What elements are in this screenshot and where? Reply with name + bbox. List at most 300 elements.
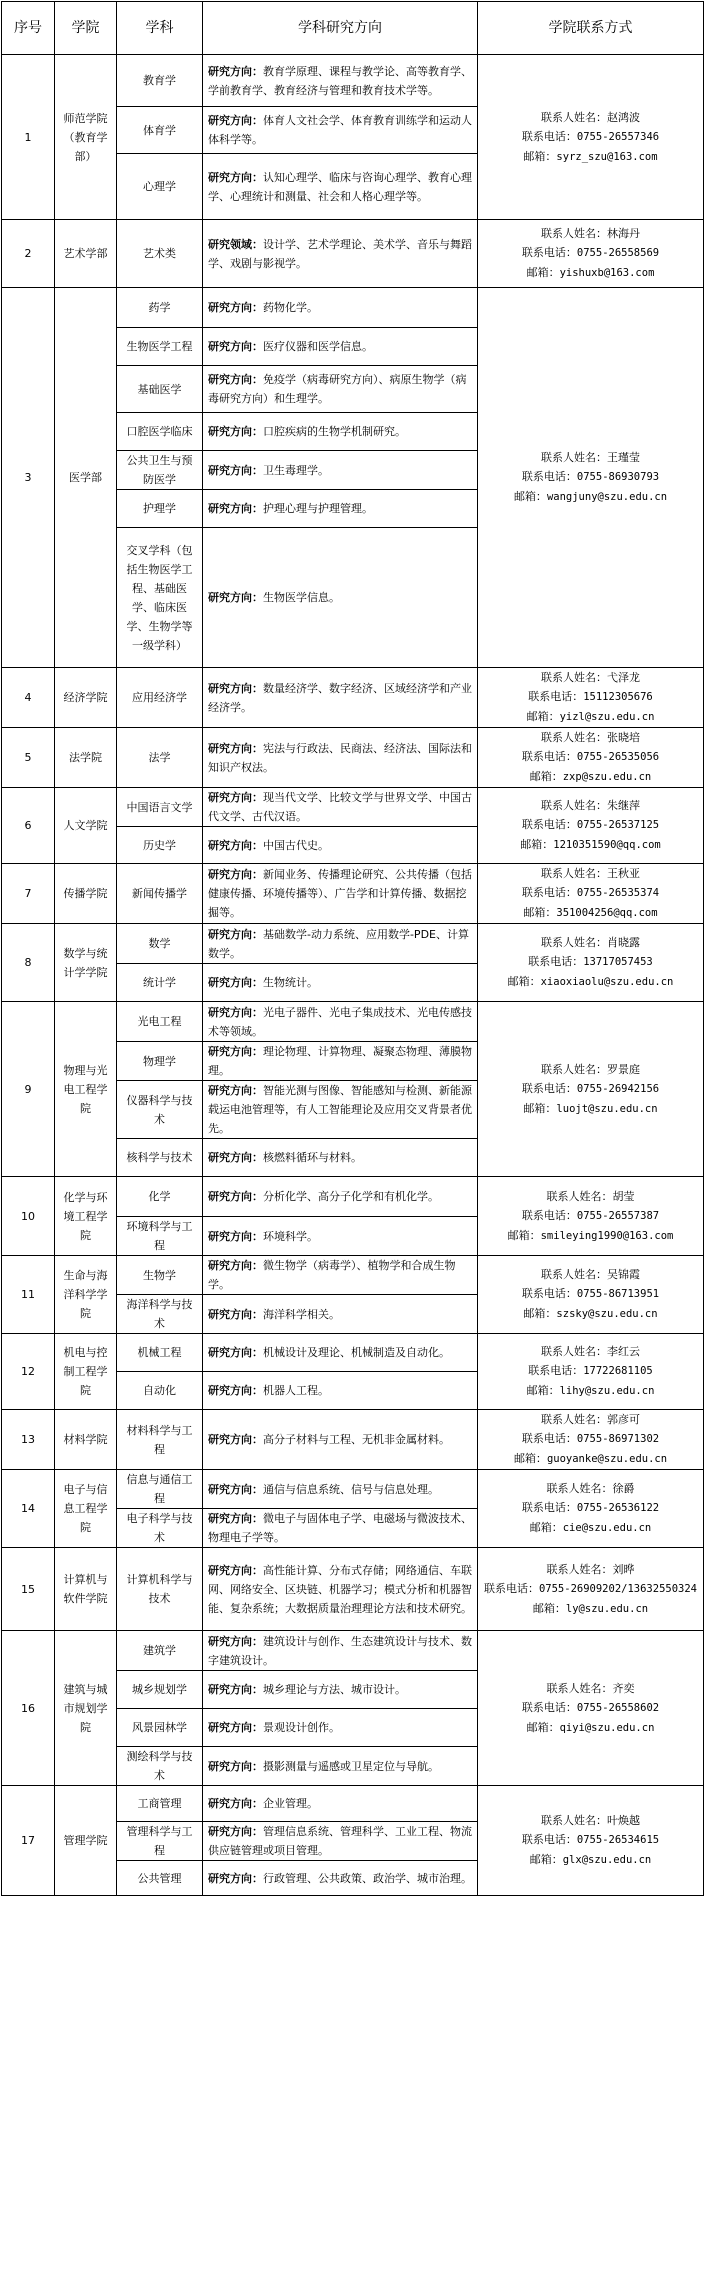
direction-label: 研究方向： — [208, 591, 263, 604]
header-subject: 学科 — [117, 2, 203, 55]
direction-text: 中国古代史。 — [263, 838, 329, 852]
college-name: 物理与光电工程学院 — [55, 1002, 117, 1177]
row-number: 13 — [2, 1410, 55, 1470]
contact-name — [483, 933, 698, 952]
contact-name-value: 林海丹 — [607, 227, 640, 240]
contact-name-value: 郭彦可 — [607, 1413, 640, 1426]
contact-email — [483, 1718, 698, 1738]
contact-email-label: 邮箱： — [507, 975, 541, 988]
subject-name: 机械工程 — [117, 1334, 203, 1372]
contact-name-label: 联系人姓名： — [541, 110, 607, 124]
table-header-row — [2, 2, 704, 55]
direction-label: 研究方向： — [208, 1797, 263, 1810]
contact-phone-label: 联系电话： — [521, 1501, 577, 1514]
contact-email-value: yishuxb@163.com — [559, 267, 655, 279]
contact-phone-label: 联系电话： — [521, 129, 577, 143]
contact-phone-value: 0755-26942156 — [576, 1082, 660, 1095]
direction-label: 研究方向： — [208, 170, 263, 184]
research-direction — [203, 1747, 478, 1786]
contact-name-label: 联系人姓名： — [541, 1268, 607, 1281]
subject-name: 心理学 — [117, 154, 203, 220]
table-row — [2, 668, 704, 728]
direction-label: 研究方向： — [208, 340, 263, 353]
contact-email — [483, 1518, 698, 1538]
contact-name-label: 联系人姓名： — [546, 1681, 613, 1695]
contact-name-value: 叶焕越 — [607, 1814, 640, 1827]
research-direction — [203, 107, 478, 154]
table-row — [2, 1786, 704, 1822]
direction-label: 研究方向： — [208, 1346, 263, 1359]
contact-email-value: glx@szu.edu.cn — [562, 1854, 652, 1866]
contact-email — [483, 1850, 698, 1870]
direction-text: 宪法与行政法、民商法、经济法、国际法和知识产权法。 — [208, 741, 472, 774]
contact-phone-label: 联系电话： — [521, 470, 577, 483]
direction-text: 免疫学（病毒研究方向）、病原生物学（病毒研究方向）和生理学。 — [208, 373, 467, 405]
contact-name-label: 联系人姓名： — [546, 1189, 613, 1203]
college-contact — [478, 1548, 704, 1631]
college-contact — [478, 924, 704, 1002]
research-direction — [203, 1177, 478, 1217]
research-direction — [203, 55, 478, 107]
row-number: 17 — [2, 1786, 55, 1896]
contact-name-value: 王瑾莹 — [607, 451, 640, 464]
research-direction — [203, 1822, 478, 1861]
contact-phone-label: 联系电话： — [521, 1081, 577, 1095]
direction-label: 研究方向： — [208, 64, 263, 78]
row-number: 6 — [2, 788, 55, 864]
direction-text: 景观设计创作。 — [263, 1721, 340, 1734]
direction-label: 研究方向： — [208, 1384, 263, 1397]
contact-email-value: szsky@szu.edu.cn — [556, 1308, 658, 1320]
subject-name: 公共卫生与预防医学 — [117, 451, 203, 490]
contact-phone — [483, 127, 698, 147]
contact-email-label: 邮箱： — [526, 266, 560, 279]
research-direction — [203, 1042, 478, 1081]
direction-text: 生物统计。 — [263, 976, 318, 989]
college-contact — [478, 1334, 704, 1410]
direction-text: 行政管理、公共政策、政治学、城市治理。 — [263, 1871, 472, 1885]
row-number: 4 — [2, 668, 55, 728]
contact-phone — [483, 815, 698, 835]
contact-email-label: 邮箱： — [523, 906, 557, 919]
contact-email-value: ly@szu.edu.cn — [565, 1602, 649, 1615]
row-number: 14 — [2, 1470, 55, 1548]
contact-phone — [483, 243, 698, 263]
contact-email-value: syrz_szu@163.com — [556, 150, 658, 163]
research-direction — [203, 1410, 478, 1470]
research-direction — [203, 1002, 478, 1042]
contact-name-label: 联系人姓名： — [541, 1062, 607, 1076]
contact-name-value: 胡莹 — [612, 1189, 635, 1203]
table-row — [2, 55, 704, 107]
direction-text: 机器人工程。 — [263, 1384, 329, 1397]
contact-email-label: 邮箱： — [526, 710, 560, 723]
subject-name: 核科学与技术 — [117, 1139, 203, 1177]
subject-name: 城乡规划学 — [117, 1671, 203, 1709]
contact-email-value: cie@szu.edu.cn — [562, 1522, 652, 1534]
contact-email — [483, 707, 698, 727]
contact-phone — [483, 883, 698, 903]
contact-email-value: guoyanke@szu.edu.cn — [546, 1453, 668, 1465]
contact-phone-value: 0755-86713951 — [576, 1288, 660, 1300]
contact-phone-label: 联系电话： — [483, 1581, 539, 1595]
contact-name — [483, 1811, 698, 1830]
contact-email — [483, 147, 698, 167]
contact-phone — [483, 1361, 698, 1381]
direction-label: 研究方向： — [208, 1683, 263, 1696]
row-number: 3 — [2, 288, 55, 668]
direction-label: 研究方向： — [208, 1045, 263, 1058]
table-row — [2, 728, 704, 788]
contact-phone-value: 0755-26557346 — [576, 130, 660, 143]
research-direction — [203, 1139, 478, 1177]
contact-name-value: 刘晔 — [612, 1562, 635, 1576]
row-number: 15 — [2, 1548, 55, 1631]
subject-name: 法学 — [117, 728, 203, 788]
contact-phone — [483, 747, 698, 767]
contact-name — [483, 864, 698, 883]
direction-label: 研究方向： — [208, 1084, 263, 1097]
table-row — [2, 1410, 704, 1470]
research-direction — [203, 964, 478, 1002]
contact-email — [483, 1304, 698, 1324]
college-name: 传播学院 — [55, 864, 117, 924]
header-number: 序号 — [2, 2, 55, 55]
direction-text: 企业管理。 — [263, 1797, 318, 1810]
research-direction — [203, 1548, 478, 1631]
subject-name: 教育学 — [117, 55, 203, 107]
contact-phone-value: 0755-26557387 — [576, 1209, 660, 1222]
direction-label: 研究方向： — [208, 1563, 263, 1577]
contact-phone-label: 联系电话： — [521, 750, 577, 763]
contact-name-value: 赵鸿波 — [607, 110, 640, 124]
research-direction — [203, 728, 478, 788]
college-contact — [478, 288, 704, 668]
table-row — [2, 1334, 704, 1372]
subject-name: 交叉学科（包括生物医学工程、基础医学、临床医学、生物学等一级学科） — [117, 528, 203, 668]
college-contact — [478, 728, 704, 788]
contact-name-value: 肖晓露 — [607, 936, 640, 949]
contact-name — [483, 1060, 698, 1079]
subject-name: 历史学 — [117, 827, 203, 864]
table-row — [2, 288, 704, 328]
college-name: 电子与信息工程学院 — [55, 1470, 117, 1548]
row-number: 2 — [2, 220, 55, 288]
research-direction — [203, 827, 478, 864]
contact-name-label: 联系人姓名： — [541, 671, 607, 684]
contact-email-label: 邮箱： — [507, 1228, 541, 1242]
direction-label: 研究方向： — [208, 1512, 263, 1525]
college-contact — [478, 864, 704, 924]
contact-name-label: 联系人姓名： — [541, 451, 607, 464]
direction-label: 研究方向： — [208, 502, 263, 515]
research-direction — [203, 154, 478, 220]
contact-phone — [483, 1579, 698, 1599]
contact-email-label: 邮箱： — [513, 1452, 547, 1465]
contact-email-label: 邮箱： — [529, 1521, 563, 1534]
direction-label: 研究方向： — [208, 868, 263, 881]
direction-label: 研究方向： — [208, 976, 263, 989]
row-number: 10 — [2, 1177, 55, 1256]
contact-email-label: 邮箱： — [523, 1307, 557, 1320]
contact-phone-label: 联系电话： — [521, 1208, 577, 1222]
college-contact — [478, 1470, 704, 1548]
direction-text: 设计学、艺术学理论、美术学、音乐与舞蹈学、戏剧与影视学。 — [208, 237, 472, 270]
contact-phone — [483, 952, 698, 972]
contact-name-label: 联系人姓名： — [541, 1814, 607, 1827]
table-row — [2, 924, 704, 964]
contact-email-value: 1210351590@qq.com — [553, 839, 661, 851]
direction-text: 基础数学-动力系统、应用数学-PDE、计算数学。 — [208, 927, 469, 960]
contact-name — [483, 1410, 698, 1429]
contact-email — [483, 835, 698, 855]
contact-email-value: yizl@szu.edu.cn — [559, 711, 655, 723]
table-row — [2, 1002, 704, 1042]
subject-name: 艺术类 — [117, 220, 203, 288]
college-contact — [478, 1177, 704, 1256]
direction-label: 研究方向： — [208, 791, 263, 804]
contact-name-label: 联系人姓名： — [546, 1562, 613, 1576]
subject-name: 工商管理 — [117, 1786, 203, 1822]
row-number: 12 — [2, 1334, 55, 1410]
contact-name — [483, 448, 698, 467]
research-direction — [203, 668, 478, 728]
direction-label: 研究方向： — [208, 1229, 263, 1243]
direction-label: 研究方向： — [208, 927, 263, 941]
contact-email — [483, 1226, 698, 1246]
table-row — [2, 1631, 704, 1671]
contact-phone-value: 0755-86971302 — [576, 1433, 660, 1445]
college-name: 化学与环境工程学院 — [55, 1177, 117, 1256]
research-direction — [203, 1081, 478, 1139]
header-research-direction: 学科研究方向 — [203, 2, 478, 55]
college-name: 材料学院 — [55, 1410, 117, 1470]
contact-phone — [483, 1079, 698, 1099]
table-row — [2, 788, 704, 827]
table-body — [2, 55, 704, 1896]
direction-label: 研究方向： — [208, 1759, 263, 1773]
contact-email-label: 邮箱： — [520, 838, 554, 851]
row-number: 9 — [2, 1002, 55, 1177]
direction-text: 核燃料循环与材料。 — [263, 1151, 362, 1164]
contact-phone-label: 联系电话： — [521, 1287, 577, 1300]
direction-text: 智能光测与图像、智能感知与检测、新能源载运电池管理等，有人工智能理论及应用交叉背景者优先。 — [208, 1084, 472, 1135]
recruitment-table — [1, 1, 704, 1896]
subject-name: 应用经济学 — [117, 668, 203, 728]
contact-email-label: 邮箱： — [513, 490, 547, 503]
college-name: 机电与控制工程学院 — [55, 1334, 117, 1410]
subject-name: 仪器科学与技术 — [117, 1081, 203, 1139]
direction-label: 研究方向： — [208, 1151, 263, 1164]
college-contact — [478, 668, 704, 728]
contact-email — [483, 767, 698, 787]
subject-name: 新闻传播学 — [117, 864, 203, 924]
contact-phone — [483, 1206, 698, 1226]
contact-name-value: 弋泽龙 — [607, 671, 640, 684]
college-contact — [478, 55, 704, 220]
subject-name: 光电工程 — [117, 1002, 203, 1042]
contact-name — [483, 1679, 698, 1698]
contact-phone-value: 0755-26535056 — [576, 751, 660, 763]
contact-name-value: 徐爵 — [612, 1482, 635, 1495]
contact-email — [483, 1449, 698, 1469]
research-direction — [203, 1671, 478, 1709]
subject-name: 口腔医学临床 — [117, 413, 203, 451]
direction-text: 口腔疾病的生物学机制研究。 — [263, 425, 406, 438]
table-row — [2, 1256, 704, 1295]
college-name: 数学与统计学学院 — [55, 924, 117, 1002]
subject-name: 电子科学与技术 — [117, 1509, 203, 1548]
contact-phone-value: 0755-26535374 — [576, 887, 660, 899]
contact-name — [483, 1342, 698, 1361]
direction-label: 研究方向： — [208, 1005, 263, 1019]
college-name: 医学部 — [55, 288, 117, 668]
research-direction — [203, 413, 478, 451]
contact-name — [483, 796, 698, 815]
table-row — [2, 1470, 704, 1509]
contact-phone-value: 0755-86930793 — [576, 471, 660, 483]
research-direction — [203, 366, 478, 413]
contact-name-value: 李红云 — [607, 1345, 640, 1358]
contact-phone — [483, 1284, 698, 1304]
contact-phone-label: 联系电话： — [521, 1833, 577, 1846]
research-direction — [203, 1256, 478, 1295]
subject-name: 生物学 — [117, 1256, 203, 1295]
research-direction — [203, 1861, 478, 1896]
college-name: 经济学院 — [55, 668, 117, 728]
subject-name: 海洋科学与技术 — [117, 1295, 203, 1334]
contact-name-label: 联系人姓名： — [546, 1482, 613, 1495]
contact-name — [483, 728, 698, 747]
direction-label: 研究方向： — [208, 1721, 263, 1734]
contact-phone-label: 联系电话： — [521, 1432, 577, 1445]
direction-label: 研究方向： — [208, 373, 263, 386]
contact-phone — [483, 1830, 698, 1850]
contact-email — [483, 903, 698, 923]
research-direction — [203, 1372, 478, 1410]
college-name: 法学院 — [55, 728, 117, 788]
direction-label: 研究方向： — [208, 1190, 263, 1203]
direction-text: 海洋科学相关。 — [263, 1307, 340, 1321]
row-number: 7 — [2, 864, 55, 924]
contact-email-value: xiaoxiaolu@szu.edu.cn — [540, 976, 674, 988]
contact-name — [483, 1479, 698, 1498]
subject-name: 测绘科学与技术 — [117, 1747, 203, 1786]
subject-name: 建筑学 — [117, 1631, 203, 1671]
direction-label: 研究方向： — [208, 838, 263, 852]
direction-text: 医疗仪器和医学信息。 — [263, 340, 373, 353]
college-contact — [478, 1256, 704, 1334]
contact-phone — [483, 467, 698, 487]
subject-name: 信息与通信工程 — [117, 1470, 203, 1509]
contact-phone-value: 0755-26537125 — [576, 819, 660, 831]
direction-text: 管理信息系统、管理科学、工业工程、物流供应链管理或项目管理。 — [208, 1825, 472, 1857]
direction-text: 理论物理、计算物理、凝聚态物理、薄膜物理。 — [208, 1045, 472, 1077]
contact-name — [483, 1560, 698, 1579]
direction-text: 教育学原理、课程与教学论、高等教育学、学前教育学、教育经济与管理和教育技术学等。 — [208, 64, 472, 97]
direction-text: 高分子材料与工程、无机非金属材料。 — [263, 1433, 450, 1446]
direction-text: 生物医学信息。 — [263, 591, 340, 604]
contact-email-label: 邮箱： — [523, 149, 557, 163]
direction-label: 研究方向： — [208, 1433, 263, 1446]
research-direction — [203, 220, 478, 288]
contact-name-label: 联系人姓名： — [541, 1413, 607, 1426]
contact-phone-label: 联系电话： — [521, 818, 577, 831]
research-direction — [203, 1709, 478, 1747]
contact-name-value: 张晓培 — [607, 731, 640, 744]
contact-name-label: 联系人姓名： — [541, 1345, 607, 1358]
contact-email-value: smileying1990@163.com — [540, 1229, 674, 1242]
direction-text: 摄影测量与遥感或卫星定位与导航。 — [263, 1759, 439, 1773]
contact-phone-value: 0755-26558602 — [576, 1701, 660, 1714]
research-direction — [203, 924, 478, 964]
contact-phone-value: 0755-26558569 — [576, 247, 660, 259]
subject-name: 基础医学 — [117, 366, 203, 413]
research-direction — [203, 451, 478, 490]
direction-label: 研究方向： — [208, 1307, 263, 1321]
contact-email-label: 邮箱： — [532, 1601, 566, 1615]
research-direction — [203, 1786, 478, 1822]
subject-name: 中国语言文学 — [117, 788, 203, 827]
contact-phone-value: 17722681105 — [583, 1365, 653, 1377]
subject-name: 管理科学与工程 — [117, 1822, 203, 1861]
contact-name-value: 朱继萍 — [607, 799, 640, 812]
subject-name: 风景园林学 — [117, 1709, 203, 1747]
contact-email-value: qiyi@szu.edu.cn — [559, 1721, 655, 1734]
contact-email-value: luojt@szu.edu.cn — [556, 1102, 658, 1115]
table-row — [2, 864, 704, 924]
direction-text: 药物化学。 — [263, 301, 318, 314]
direction-text: 数量经济学、数字经济、区域经济学和产业经济学。 — [208, 681, 472, 714]
row-number: 11 — [2, 1256, 55, 1334]
contact-phone-value: 0755-26909202/13632550324 — [538, 1582, 698, 1595]
direction-text: 城乡理论与方法、城市设计。 — [263, 1683, 406, 1696]
contact-name-label: 联系人姓名： — [541, 867, 607, 880]
header-contact: 学院联系方式 — [478, 2, 704, 55]
research-direction — [203, 864, 478, 924]
subject-name: 数学 — [117, 924, 203, 964]
subject-name: 护理学 — [117, 490, 203, 528]
contact-phone-label: 联系电话： — [528, 690, 584, 703]
college-name: 师范学院（教育学部） — [55, 55, 117, 220]
table-row — [2, 1548, 704, 1631]
college-contact — [478, 1631, 704, 1786]
row-number: 1 — [2, 55, 55, 220]
contact-phone-label: 联系电话： — [521, 246, 577, 259]
college-contact — [478, 1410, 704, 1470]
contact-name-value: 吴锦霞 — [607, 1268, 640, 1281]
contact-name-label: 联系人姓名： — [541, 936, 607, 949]
direction-label: 研究方向： — [208, 463, 263, 477]
direction-text: 卫生毒理学。 — [263, 463, 329, 477]
row-number: 16 — [2, 1631, 55, 1786]
direction-text: 建筑设计与创作、生态建筑设计与技术、数字建筑设计。 — [208, 1634, 472, 1667]
contact-email-value: lihy@szu.edu.cn — [559, 1385, 655, 1397]
direction-text: 体育人文社会学、体育教育训练学和运动人体科学等。 — [208, 114, 472, 146]
subject-name: 体育学 — [117, 107, 203, 154]
row-number: 8 — [2, 924, 55, 1002]
direction-text: 认知心理学、临床与咨询心理学、教育心理学、心理统计和测量、社会和人格心理学等。 — [208, 170, 472, 203]
contact-phone — [483, 1698, 698, 1718]
direction-text: 通信与信息系统、信号与信息处理。 — [263, 1482, 439, 1496]
contact-phone — [483, 687, 698, 707]
research-direction — [203, 1470, 478, 1509]
direction-text: 机械设计及理论、机械制造及自动化。 — [263, 1346, 450, 1359]
contact-phone-value: 0755-26534615 — [576, 1834, 660, 1846]
contact-email-label: 邮箱： — [526, 1384, 560, 1397]
contact-phone-label: 联系电话： — [528, 955, 584, 968]
contact-email — [483, 972, 698, 992]
